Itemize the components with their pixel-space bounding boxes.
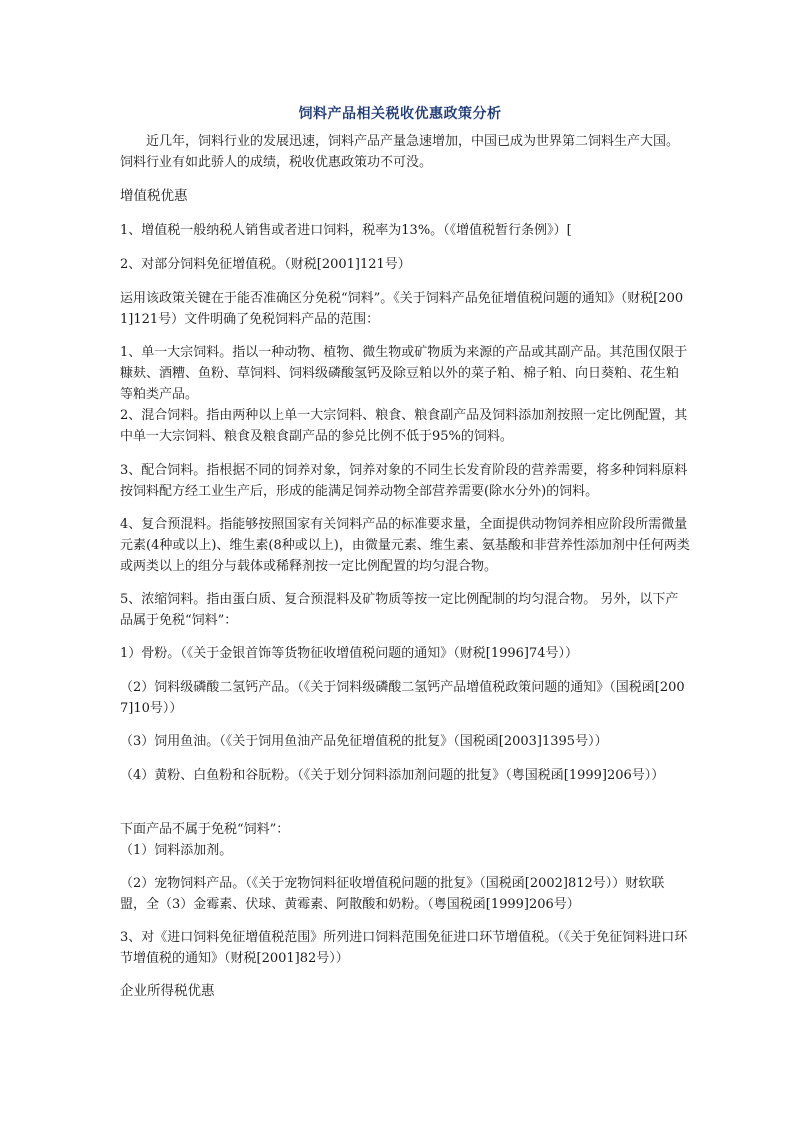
non-exempt-heading: 下面产品不属于免税“饲料”：	[120, 822, 290, 837]
scope-item-1: 1、单一大宗饲料。指以一种动物、植物、微生物或矿物质为来源的产品或其副产品。其范围仅限于糠麸、酒糟、鱼粉、草饲料、饲料级磷酸氢钙及除豆粕以外的菜子粕、棉子粕、向日葵粕、花生粕等粕类产品。	[120, 345, 688, 402]
intro-paragraph: 近几年，饲料行业的发展迅速，饲料产品产量急速增加，中国已成为世界第二饲料生产大国。饲料行业有如此骄人的成绩，税收优惠政策功不可没。	[120, 134, 680, 170]
exempt-item-2: （2）饲料级磷酸二氢钙产品。（《关于饲料级磷酸二氢钙产品增值税政策问题的通知》（国税函[2007]10号））	[120, 680, 685, 716]
exempt-item-3: （3）饲用鱼油。（《关于饲用鱼油产品免征增值税的批复》（国税函[2003]1395号））	[120, 734, 608, 749]
section-heading-vat: 增值税优惠	[120, 188, 188, 204]
vat-item-1: 1、增值税一般纳税人销售或者进口饲料，税率为13%。（《增值税暂行条例》）[	[120, 223, 572, 238]
non-exempt-item-1: （1）饲料添加剂。	[120, 843, 233, 858]
non-exempt-item-2: （2）宠物饲料产品。（《关于宠物饲料征收增值税问题的批复》（国税函[2002]812号））财软联盟，全（3）金霉素、伏球、黄霉素、阿散酸和奶粉。（粤国税函[1999]206号）	[120, 876, 665, 912]
scope-item-3: 3、配合饲料。指根据不同的饲养对象，饲养对象的不同生长发育阶段的营养需要，将多种饲料原料按饲料配方经工业生产后，形成的能满足饲养动物全部营养需要(除水分外)的饲料。	[120, 463, 688, 499]
scope-item-5: 5、浓缩饲料。指由蛋白质、复合预混料及矿物质等按一定比例配制的均匀混合物。 另外，以下产品属于免税“饲料”：	[120, 592, 679, 628]
scope-item-4: 4、复合预混料。指能够按照国家有关饲料产品的标准要求量，全面提供动物饲养相应阶段所需微量元素(4种或以上)、维生素(8种或以上)，由微量元素、维生素、氨基酸和非营养性添加剂中任何两类或两类以上的组分与载体或稀释剂按一定比例配置的均匀混合物。	[120, 517, 690, 574]
policy-key-paragraph: 运用该政策关键在于能否准确区分免税“饲料”。《关于饲料产品免征增值税问题的通知》（财税[2001]121号）文件明确了免税饲料产品的范围：	[120, 291, 684, 327]
document-title: 饲料产品相关税收优惠政策分析	[298, 106, 502, 122]
vat-item-2: 2、对部分饲料免征增值税。（财税[2001]121号）	[120, 257, 411, 272]
scope-item-2: 2、混合饲料。指由两种以上单一大宗饲料、粮食、粮食副产品及饲料添加剂按照一定比例配置，其中单一大宗饲料、粮食及粮食副产品的参兑比例不低于95%的饲料。	[120, 408, 688, 444]
section-heading-cit: 企业所得税优惠	[120, 983, 215, 999]
exempt-item-4: （4）黄粉、白鱼粉和谷朊粉。（《关于划分饲料添加剂问题的批复》（粤国税函[1999]206号））	[120, 768, 665, 783]
vat-item-3: 3、对《进口饲料免征增值税范围》所列进口饲料范围免征进口环节增值税。（《关于免征饲料进口环节增值税的通知》（财税[2001]82号））	[120, 930, 688, 966]
exempt-item-1: 1）骨粉。（《关于金银首饰等货物征收增值税问题的通知》（财税[1996]74号））	[120, 646, 579, 661]
